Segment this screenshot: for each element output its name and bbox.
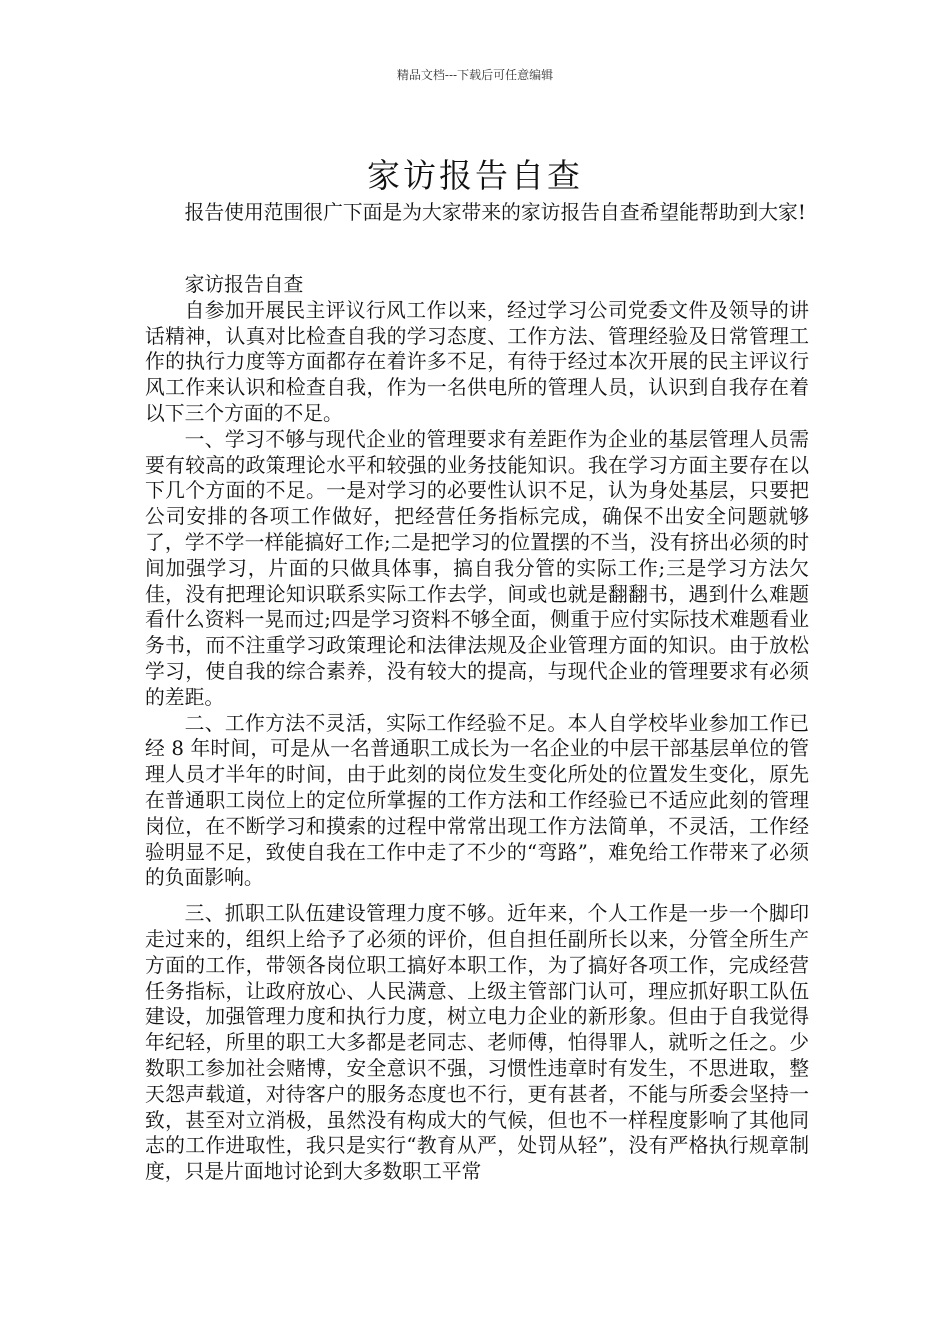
body-paragraph: 二、工作方法不灵活，实际工作经验不足。本人自学校毕业参加工作已经 8 年时间，可是从一名普通职工成长为一名企业的中层干部基层单位的管理人员才半年的时间，由于此刻的岗位发生变化所处的位置发生变化，原先在普通职工岗位上的定位所掌握的工作方法和工作经验已不适应此刻的管理岗位，在不断学习和摸索的过程中常常出现工作方法简单，不灵活，工作经验明显不足，致使自我在工作中走了不少的“弯路”，难免给工作带来了必须的负面影响。 bbox=[145, 711, 809, 890]
body-section bbox=[145, 272, 809, 1185]
body-paragraph: 自参加开展民主评议行风工作以来，经过学习公司党委文件及领导的讲话精神，认真对比检查自我的学习态度、工作方法、管理经验及日常管理工作的执行力度等方面都存在着许多不足，有待于经过本次开展的民主评议行风工作来认识和检查自我，作为一名供电所的管理人员，认识到自我存在着以下三个方面的不足。 bbox=[145, 298, 809, 425]
document-title: 家访报告自查 bbox=[367, 156, 583, 196]
header-note: 精品文档---下载后可任意编辑 bbox=[396, 68, 554, 82]
body-paragraph: 三、抓职工队伍建设管理力度不够。近年来，个人工作是一步一个脚印走过来的，组织上给予了必须的评价，但自担任副所长以来，分管全所生产方面的工作，带领各岗位职工搞好本职工作，为了搞好各项工作，完成经营任务指标，让政府放心、人民满意、上级主管部门认可，理应抓好职工队伍建设，加强管理力度和执行力度，树立电力企业的新形象。但由于自我觉得年纪轻，所里的职工大多都是老同志、老师傅，怕得罪人，就听之任之。少数职工参加社会赌博，安全意识不强，习惯性违章时有发生，不思进取，整天怨声载道，对待客户的服务态度也不行，更有甚者，不能与所委会坚持一致，甚至对立消极，虽然没有构成大的气候，但也不一样程度影响了其他同志的工作进取性，我只是实行“教育从严，处罚从轻”，没有严格执行规章制度，只是片面地讨论到大多数职工平常 bbox=[145, 902, 809, 1184]
intro-section bbox=[145, 200, 809, 226]
section-subtitle: 家访报告自查 bbox=[184, 273, 304, 296]
intro-paragraph: 报告使用范围很广下面是为大家带来的家访报告自查希望能帮助到大家! bbox=[184, 201, 806, 224]
body-paragraph: 一、学习不够与现代企业的管理要求有差距作为企业的基层管理人员需要有较高的政策理论水平和较强的业务技能知识。我在学习方面主要存在以下几个方面的不足。一是对学习的必要性认识不足，认为身处基层，只要把公司安排的各项工作做好，把经营任务指标完成，确保不出安全问题就够了，学不学一样能搞好工作;二是把学习的位置摆的不当，没有挤出必须的时间加强学习，片面的只做具体事，搞自我分管的实际工作;三是学习方法欠佳，没有把理论知识联系实际工作去学，间或也就是翻翻书，遇到什么难题看什么资料一晃而过;四是学习资料不够全面，侧重于应付实际技术难题看业务书，而不注重学习政策理论和法律法规及企业管理方面的知识。由于放松学习，使自我的综合素养，没有较大的提高，与现代企业的管理要求有必须的差距。 bbox=[145, 427, 809, 709]
